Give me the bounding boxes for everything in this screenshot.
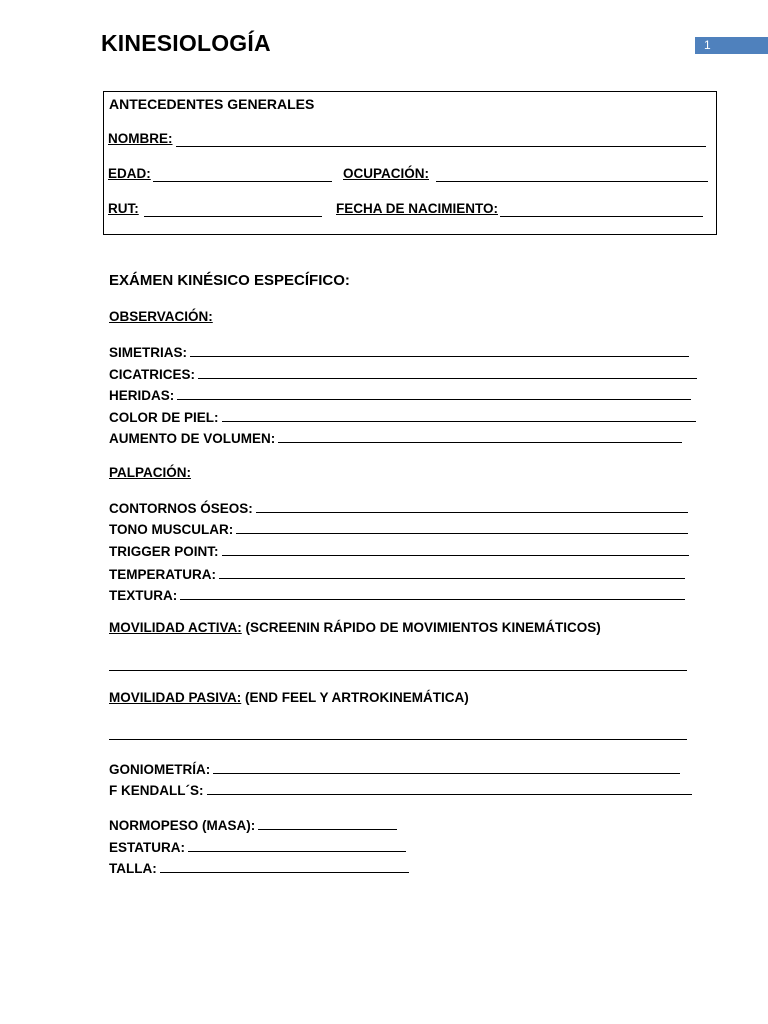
simetrias-field[interactable] xyxy=(190,356,689,357)
talla-row xyxy=(109,858,409,876)
page-number-badge: 1 xyxy=(695,37,768,54)
page-title: KINESIOLOGÍA xyxy=(101,30,271,56)
tono-muscular-field[interactable] xyxy=(236,533,688,534)
trigger-point-label: TRIGGER POINT: xyxy=(109,544,219,559)
color-piel-label: COLOR DE PIEL: xyxy=(109,410,219,425)
goniometria-label: GONIOMETRÍA: xyxy=(109,762,211,777)
textura-label: TEXTURA: xyxy=(109,588,178,603)
edad-field[interactable] xyxy=(153,181,332,182)
normopeso-label: NORMOPESO (MASA): xyxy=(109,818,256,833)
aumento-volumen-label: AUMENTO DE VOLUMEN: xyxy=(109,431,276,446)
heridas-field[interactable] xyxy=(177,399,691,400)
aumento-volumen-row xyxy=(109,428,682,446)
palpacion-heading: PALPACIÓN: xyxy=(109,465,191,480)
temperatura-label: TEMPERATURA: xyxy=(109,567,216,582)
contornos-oseos-label: CONTORNOS ÓSEOS: xyxy=(109,501,253,516)
temperatura-row xyxy=(109,564,685,582)
fecha-nacimiento-label: FECHA DE NACIMIENTO: xyxy=(336,201,498,216)
talla-label: TALLA: xyxy=(109,861,157,876)
movilidad-activa-row xyxy=(109,620,601,635)
kendalls-row xyxy=(109,780,692,798)
simetrias-label: SIMETRIAS: xyxy=(109,345,188,360)
rut-field[interactable] xyxy=(144,216,322,217)
observacion-heading: OBSERVACIÓN: xyxy=(109,309,213,324)
contornos-oseos-row xyxy=(109,498,688,516)
movilidad-pasiva-row xyxy=(109,690,469,705)
textura-row xyxy=(109,585,685,603)
nombre-field[interactable] xyxy=(176,146,706,147)
temperatura-field[interactable] xyxy=(219,578,685,579)
antecedentes-title: ANTECEDENTES GENERALES xyxy=(109,96,315,112)
goniometria-row xyxy=(109,759,680,777)
trigger-point-row xyxy=(109,541,689,559)
estatura-label: ESTATURA: xyxy=(109,840,185,855)
goniometria-field[interactable] xyxy=(213,773,680,774)
ocupacion-label: OCUPACIÓN: xyxy=(343,166,429,181)
movilidad-activa-field[interactable] xyxy=(109,670,687,671)
estatura-field[interactable] xyxy=(188,851,406,852)
aumento-volumen-field[interactable] xyxy=(278,442,682,443)
tono-muscular-row xyxy=(109,519,688,537)
trigger-point-field[interactable] xyxy=(222,555,689,556)
cicatrices-row xyxy=(109,364,697,382)
color-piel-field[interactable] xyxy=(222,421,696,422)
talla-field[interactable] xyxy=(160,872,409,873)
simetrias-row xyxy=(109,342,689,360)
movilidad-activa-note: (SCREENIN RÁPIDO DE MOVIMIENTOS KINEMÁTICOS) xyxy=(245,620,601,635)
movilidad-pasiva-heading: MOVILIDAD PASIVA: xyxy=(109,690,242,705)
fecha-nacimiento-field[interactable] xyxy=(500,216,703,217)
color-piel-row xyxy=(109,407,696,425)
movilidad-pasiva-note: (END FEEL Y ARTROKINEMÁTICA) xyxy=(245,690,469,705)
textura-field[interactable] xyxy=(180,599,685,600)
normopeso-row xyxy=(109,815,397,833)
movilidad-activa-heading: MOVILIDAD ACTIVA: xyxy=(109,620,242,635)
cicatrices-label: CICATRICES: xyxy=(109,367,195,382)
estatura-row xyxy=(109,837,406,855)
movilidad-pasiva-field[interactable] xyxy=(109,739,687,740)
heridas-row xyxy=(109,385,691,403)
edad-label: EDAD: xyxy=(108,166,151,181)
nombre-label: NOMBRE: xyxy=(108,131,173,146)
tono-muscular-label: TONO MUSCULAR: xyxy=(109,522,234,537)
contornos-oseos-field[interactable] xyxy=(256,512,688,513)
kendalls-label: F KENDALL´S: xyxy=(109,783,204,798)
kendalls-field[interactable] xyxy=(207,794,692,795)
normopeso-field[interactable] xyxy=(258,829,397,830)
examen-title: EXÁMEN KINÉSICO ESPECÍFICO: xyxy=(109,272,350,289)
ocupacion-field[interactable] xyxy=(436,181,708,182)
rut-label: RUT: xyxy=(108,201,139,216)
cicatrices-field[interactable] xyxy=(198,378,697,379)
heridas-label: HERIDAS: xyxy=(109,388,175,403)
